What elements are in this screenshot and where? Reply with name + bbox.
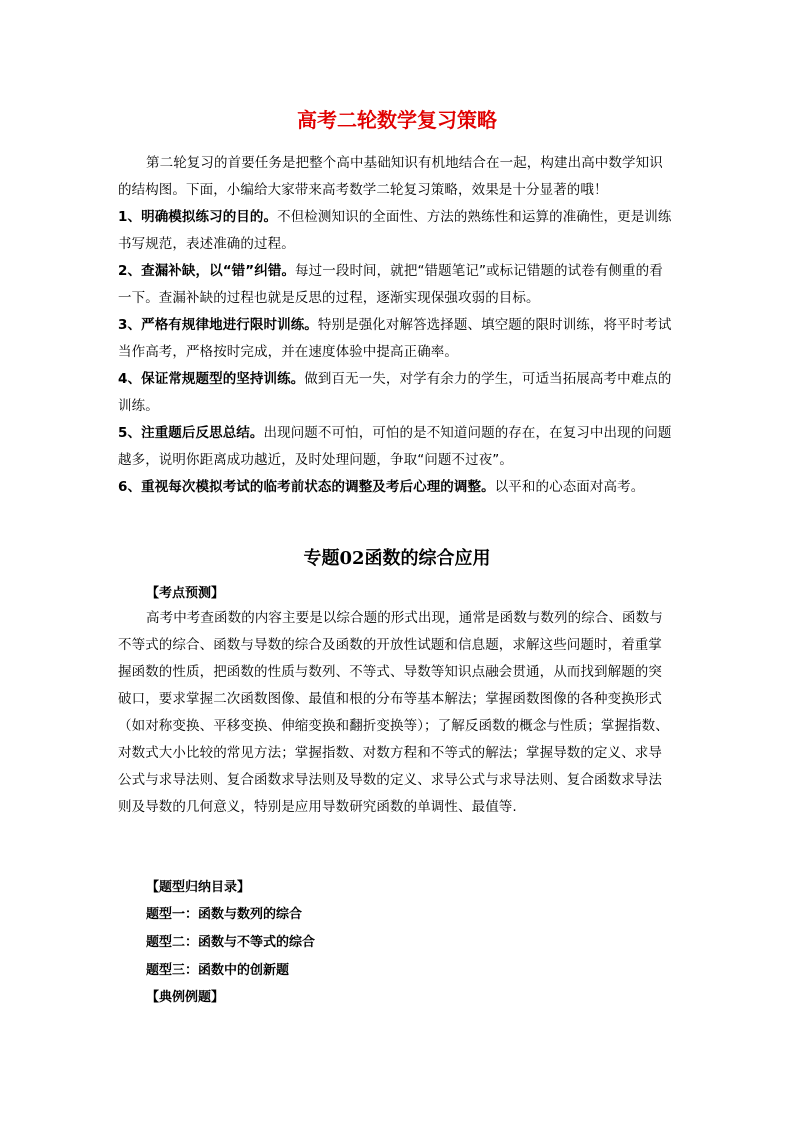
examples-label: 【典例例题】: [146, 990, 225, 1005]
point-1-heading: 明确模拟练习的目的。: [141, 209, 278, 225]
point-6-number: 6、: [118, 479, 142, 495]
strategy-point-1: [118, 204, 674, 258]
point-5-heading: 注重题后反思总结。: [141, 425, 264, 441]
point-2-body: 每过一段时间，就把“错题笔记”或标记错题的试卷有侧重的看一下。查漏补缺的过程也就是反思的过程，逐渐实现保强攻弱的目标。: [118, 263, 663, 306]
toc-item-2: 题型二：函数与不等式的综合: [146, 935, 316, 950]
point-2-number: 2、: [118, 263, 142, 279]
point-6-heading: 重视每次模拟考试的临考前状态的调整及考后心理的调整。: [141, 479, 495, 495]
toc-label: 【题型归纳目录】: [146, 880, 251, 895]
intro-paragraph: 第二轮复习的首要任务是把整个高中基础知识有机地结合在一起，构建出高中数学知识的结构图。下面，小编给大家带来高考数学二轮复习策略，效果是十分显著的哦！: [118, 155, 663, 198]
point-5-body: 出现问题不可怕，可怕的是不知道问题的存在，在复习中出现的问题越多，说明你距离成功越近，及时处理问题，争取“问题不过夜”。: [118, 425, 672, 468]
toc-item-3: 题型三：函数中的创新题: [146, 963, 290, 978]
strategy-point-3: [118, 312, 674, 366]
point-3-number: 3、: [118, 317, 142, 333]
strategy-point-5: [118, 420, 674, 474]
toc-item-1: 题型一：函数与数列的综合: [146, 907, 303, 922]
point-1-number: 1、: [118, 209, 142, 225]
strategy-point-6: [118, 474, 674, 501]
kaodian-paragraph: 高考中考查函数的内容主要是以综合题的形式出现，通常是函数与数列的综合、函数与不等式的综合、函数与导数的综合及函数的开放性试题和信息题，求解这些问题时，着重掌握函数的性质，把函数的性质与数列、不等式、导数等知识点融会贯通，从而找到解题的突破口，要求掌握二次函数图像、最值和根的分布等基本解法；掌握函数图像的各种变换形式（如对称变换、平移变换、伸缩变换和翻折变换等）；了解反函数的概念与性质；掌握指数、对数式大小比较的常见方法；掌握指数、对数方程和不等式的解法；掌握导数的定义、求导公式与求导法则、复合函数求导法则及导数的定义、求导公式与求导法则、复合函数求导法则及导数的几何意义，特别是应用导数研究函数的单调性、最值等.: [118, 610, 669, 815]
kaodian-label: 【考点预测】: [146, 586, 225, 601]
strategy-point-4: [118, 366, 674, 420]
point-1-body: 不但检测知识的全面性、方法的熟练性和运算的准确性，更是训练书写规范，表述准确的过程。: [118, 209, 672, 252]
section-title: 专题02函数的综合应用: [303, 548, 491, 569]
point-4-number: 4、: [118, 371, 142, 387]
strategy-point-2: [118, 258, 674, 312]
point-3-body: 特别是强化对解答选择题、填空题的限时训练，将平时考试当作高考，严格按时完成，并在速度体验中提高正确率。: [118, 317, 672, 360]
point-5-number: 5、: [118, 425, 142, 441]
document-title: 高考二轮数学复习策略: [297, 108, 497, 132]
point-3-heading: 严格有规律地进行限时训练。: [141, 317, 318, 333]
point-2-heading: 查漏补缺，以“错”纠错。: [141, 263, 296, 279]
point-6-body: 以平和的心态面对高考。: [494, 479, 645, 495]
point-4-body: 做到百无一失，对学有余力的学生，可适当拓展高考中难点的训练。: [118, 371, 672, 414]
point-4-heading: 保证常规题型的坚持训练。: [141, 371, 305, 387]
